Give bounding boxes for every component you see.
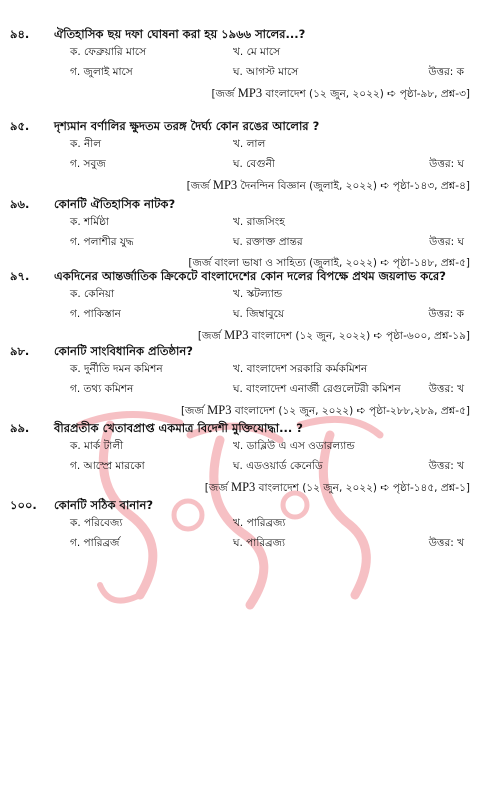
answer-label: উত্তর: ঘ [429,158,464,170]
answer-label: উত্তর: খ [428,383,464,395]
arrow-icon: ➪ [356,404,366,417]
question-number: ৯৭. [10,269,30,283]
arrow-icon: ➪ [387,87,397,100]
source-page: পৃষ্ঠা-১৪৮, প্রশ্ন-৫] [389,257,470,269]
source-mid: বাংলাদেশ (১২ জুন, ২০২২) [255,482,381,494]
source-open: [জর্জ [186,180,213,192]
source-mp3: MP3 [212,178,238,192]
option-kha: খ. পারিব্রজ্য [233,517,286,529]
answer-label: উত্তর: ঘ [429,236,464,248]
source-mid: বাংলাদেশ (১২ জুন, ২০২২) [248,330,374,342]
option-kha: খ. রাজসিংহ [233,216,285,228]
arrow-icon: ➪ [380,481,390,494]
question-text: একদিনের আন্তর্জাতিক ক্রিকেটে বাংলাদেশের কোন দলের বিপক্ষে প্রথম জয়লাভ করে? [54,269,446,283]
option-kha: খ. বাংলাদেশ সরকারি কর্মকমিশন [233,363,368,375]
option-ka: ক. কেনিয়া [70,288,115,300]
source-page: পৃষ্ঠা-২৮৮,২৮৯, প্রশ্ন-৫] [365,405,470,417]
answer-label: উত্তর: খ [428,460,464,472]
question-number: ৯৯. [10,421,30,435]
question-text: দৃশ্যমান বর্ণালির ক্ষুদতম তরঙ্গ দৈর্ঘ্য কোন রঙের আলোর ? [54,119,320,133]
option-ka: ক. নীল [70,138,102,150]
source-mid: দৈনন্দিন বিজ্ঞান (জুলাই, ২০২২) [237,180,381,192]
option-ka: ক. মার্ক টালী [70,440,124,452]
option-ka: ক. শর্মিষ্ঠা [70,216,109,228]
option-kha: খ. ডাব্লিউ এ এস ওডারল্যান্ড [233,440,355,452]
option-ga: গ. পারিব্রর্জ [70,537,120,549]
option-kha: খ. মে মাসে [233,46,281,58]
question-text: কোনটি সঠিক বানান? [54,498,154,512]
option-ga: গ. সবুজ [70,158,106,170]
option-ga: গ. জুলাই মাসে [70,66,133,78]
answer-label: উত্তর: খ [428,537,464,549]
option-ga: গ. পলাশীর যুদ্ধ [70,236,134,248]
question-number: ৯৪. [10,27,30,41]
option-gha: ঘ. রক্তাক্ত প্রান্তর [233,236,303,248]
source-open: [জর্জ [211,88,238,100]
option-gha: ঘ. বেগুনী [233,158,275,170]
option-ga: গ. পাকিস্তান [70,308,121,320]
option-kha: খ. লাল [233,138,266,150]
arrow-icon: ➪ [380,179,390,192]
source-mp3: MP3 [224,328,249,342]
answer-label: উত্তর: ক [428,66,464,78]
source-mid: বাংলাদেশ (১২ জুন, ২০২২) [231,405,357,417]
source-mp3: MP3 [230,480,256,494]
option-gha: ঘ. পারিব্রজ্য [233,537,286,549]
source-page: পৃষ্ঠা-১৪৩, প্রশ্ন-৪] [389,180,470,192]
source-reference [181,403,470,421]
source-open: [জর্জ [180,405,208,417]
option-gha: ঘ. বাংলাদেশ এনার্জী রেগুলেটরী কমিশন [233,383,401,395]
source-reference [212,86,470,104]
question-text: কোনটি সাংবিধানিক প্রতিষ্ঠান? [54,344,193,358]
question-number: ৯৫. [10,119,30,133]
source-page: পৃষ্ঠা-৯৮, প্রশ্ন-৩] [396,88,470,100]
source-mp3: MP3 [237,86,263,100]
option-ga: গ. তথ্য কমিশন [70,383,134,395]
source-page: পৃষ্ঠা-১৪৫, প্রশ্ন-১] [389,482,470,494]
question-number: ৯৮. [10,344,30,358]
source-reference [205,480,470,498]
option-ka: ক. দুর্নীতি দমন কমিশন [70,363,163,375]
question-number: ১০০. [10,498,37,512]
option-gha: ঘ. এডওয়ার্ড কেনেডি [233,460,323,472]
answer-label: উত্তর: ক [428,308,464,320]
source-page: পৃষ্ঠা-৬০০, প্রশ্ন-১৯] [382,330,470,342]
option-ka: ক. পরিবেজ্য [70,517,123,529]
option-gha: ঘ. আগস্ট মাসে [233,66,299,78]
source-open: [জর্জ [197,330,225,342]
option-ga: গ. আস্প্রে মারকো [70,460,145,472]
arrow-icon: ➪ [380,256,390,269]
option-ka: ক. ফেব্রুয়ারি মাসে [70,46,147,58]
question-text: ঐতিহাসিক ছয় দফা ঘোষনা করা হয় ১৯৬৬ সালের...? [54,27,306,41]
question-number: ৯৬. [10,197,30,211]
arrow-icon: ➪ [373,329,383,342]
question-text: কোনটি ঐতিহাসিক নাটক? [54,197,176,211]
source-reference [187,178,470,196]
option-kha: খ. স্কটল্যান্ড [233,288,283,300]
source-mid: বাংলাদেশ (১২ জুন, ২০২২) [262,88,388,100]
option-gha: ঘ. জিম্বাবুয়ে [233,308,285,320]
source-reference [198,328,470,346]
question-text: বীরপ্রতীক খেতাবপ্রাপ্ত একমাত্র বিদেশী মুক্তিযোদ্ধা... ? [54,421,303,435]
source-mp3: MP3 [207,403,232,417]
source-open: [জর্জ বাংলা ভাষা ও সাহিত্য (জুলাই, ২০২২) [188,257,381,269]
source-open: [জর্জ [204,482,231,494]
